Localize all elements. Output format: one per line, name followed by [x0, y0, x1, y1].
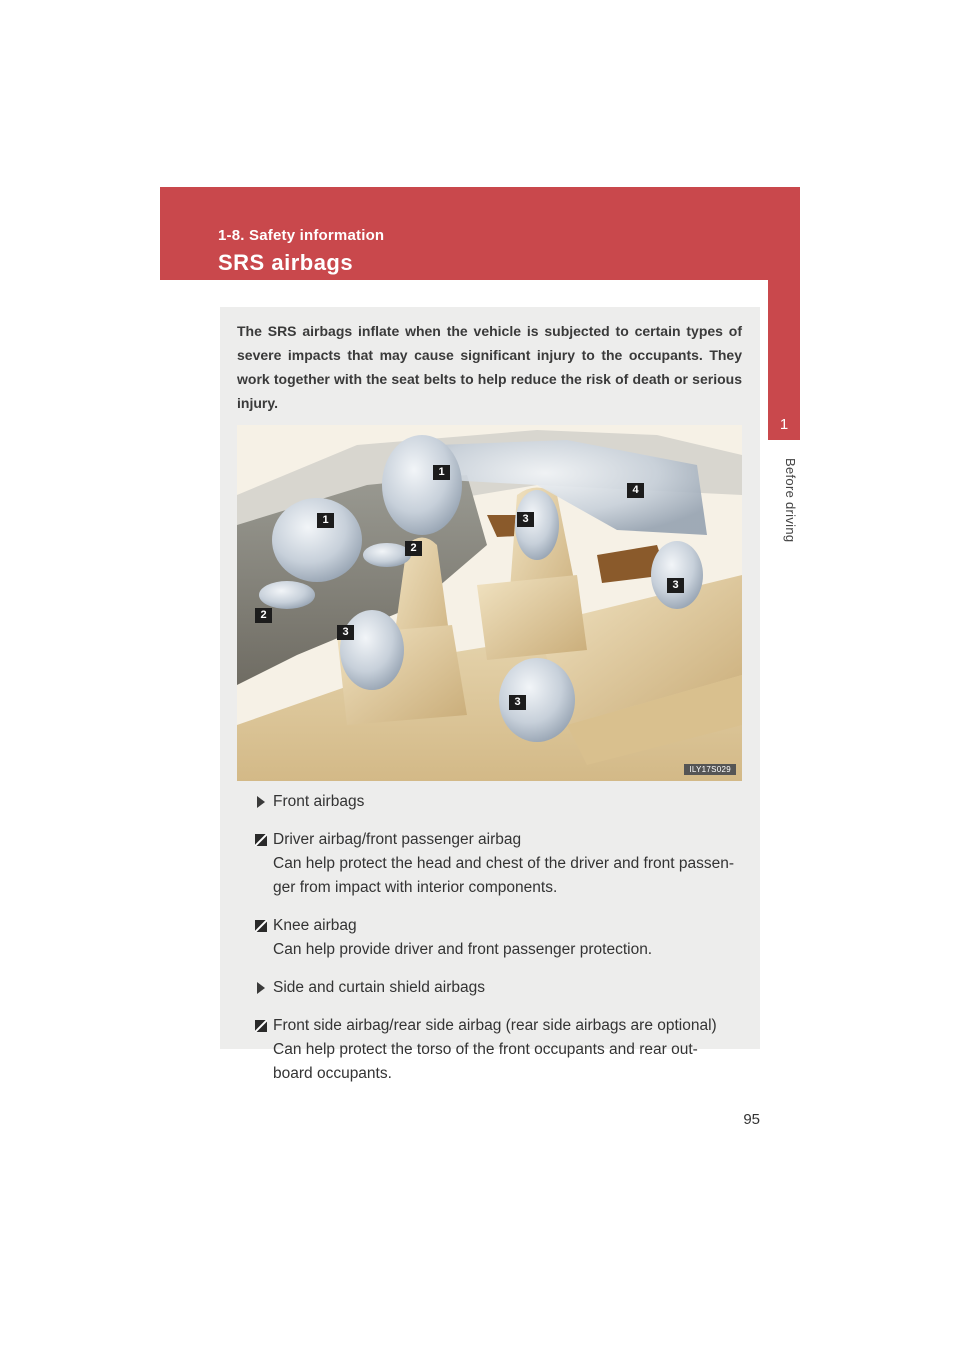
- callout-3-front-driver: 3: [337, 625, 354, 640]
- figure-code: ILY17S029: [684, 764, 736, 775]
- callout-3-icon: [255, 1020, 267, 1032]
- callout-1-passenger: 1: [433, 465, 450, 480]
- callout-2-passenger: 2: [405, 541, 422, 556]
- chapter-tab[interactable]: [768, 187, 800, 440]
- intro-text: The SRS airbags inflate when the vehicle is subjected to certain types of severe impacts that may cause significant injury to the occupants. They work together with the seat belts to help reduce the risk of death or serious injury.: [237, 323, 742, 411]
- car-interior-drawing: [237, 425, 742, 781]
- callout-1-icon: [255, 834, 267, 846]
- callout-3-rear-right: 3: [667, 578, 684, 593]
- triangle-bullet-icon: [257, 796, 265, 808]
- header-band: [160, 187, 800, 280]
- page-title: SRS airbags: [218, 250, 354, 275]
- callout-3-rear-left: 3: [509, 695, 526, 710]
- callout-2-driver: 2: [255, 608, 272, 623]
- chapter-label: Before driving: [783, 458, 798, 543]
- callout-4-curtain: 4: [627, 483, 644, 498]
- callout-3-front-passenger: 3: [517, 512, 534, 527]
- callout-1-driver: 1: [317, 513, 334, 528]
- triangle-bullet-icon: [257, 982, 265, 994]
- chapter-number: 1: [779, 416, 789, 433]
- callout-2-icon: [255, 920, 267, 932]
- content-panel: The SRS airbags inflate when the vehicle is subjected to certain types of severe impacts that may cause significant injury to the occupants. They work together with the seat belts to help reduce the risk of death or serious injury. 1 1 2 2 3 3 3 3 4 ILY17S029 Front airbags Driver airbag/front passenger airbag Can help protect the head and chest of the driver and front passen- ger from impact with interior components. Knee airbag Can help provide driver and front passenger protection. Side and curtain shield airbags Front side airbag/rear side airbag (rear side airbags are optional) Can help protect the torso of the front occupants and rear out- board occupants.: [220, 307, 760, 1049]
- page-number: 95: [743, 1111, 760, 1128]
- airbag-illustration: [237, 425, 742, 781]
- section-label: 1-8. Safety information: [218, 227, 385, 244]
